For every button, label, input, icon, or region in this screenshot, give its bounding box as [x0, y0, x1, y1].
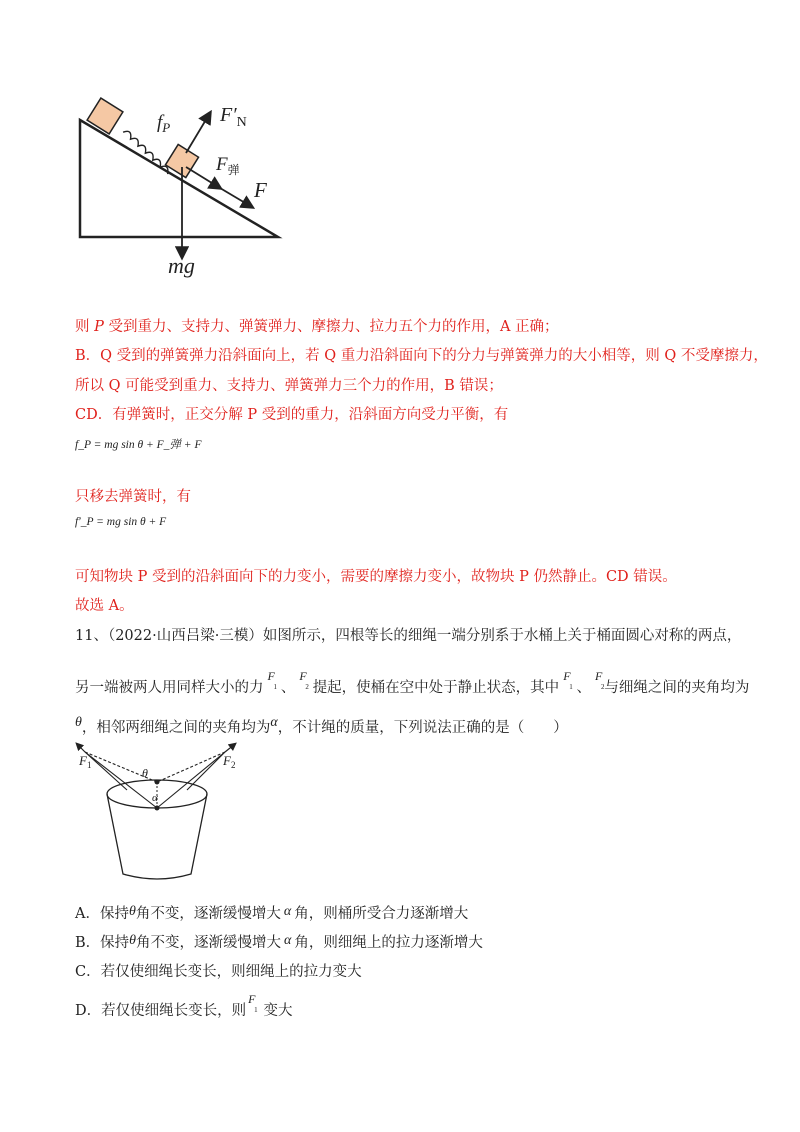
question-text-2d: 、	[576, 680, 592, 696]
formula-1: f_P = mg sin θ + F_弹 + F	[75, 439, 202, 451]
option-a	[75, 904, 468, 925]
option-a-text-1: A．保持	[75, 906, 129, 922]
label-fp	[157, 112, 170, 136]
fig2-label-theta: θ	[142, 766, 148, 780]
question-text-2b: 、	[280, 680, 296, 696]
question-text-3a: ，相邻两细绳之间的夹角均为	[81, 720, 271, 736]
option-d-f1	[248, 992, 258, 1014]
fig2-f2-sub: 2	[230, 760, 236, 770]
formula-2: f′_P = mg sin θ + F	[75, 516, 167, 528]
f1b-letter: F	[563, 669, 571, 683]
fig2-f2-letter: F	[223, 753, 231, 768]
fig2-f1-letter: F	[79, 753, 87, 768]
label-f: F	[254, 178, 267, 202]
rope-right-3	[157, 752, 225, 782]
option-a-text-2: 角不变，逐渐缓慢增大	[135, 906, 281, 922]
question-source: （2022·山西吕梁·三模）	[107, 628, 263, 644]
alpha-symbol: α	[270, 715, 278, 730]
option-b-text-3: 角，则细绳上的拉力逐渐增大	[294, 935, 483, 951]
incline-triangle	[80, 120, 278, 237]
f1-symbol-b	[563, 669, 573, 691]
question-text-2a: 另一端被两人用同样大小的力	[75, 680, 264, 696]
f1-letter: F	[267, 669, 275, 683]
solution-line-1a: 则	[75, 319, 95, 335]
label-fspring-main: F	[216, 154, 228, 175]
label-fn-main: F′	[220, 104, 237, 126]
option-d-text-1: D．若仅使细绳长变长，则	[75, 1003, 247, 1019]
solution-line-2: B．Q 受到的弹簧弹力沿斜面向上，若 Q 重力沿斜面向下的分力与弹簧弹力的大小相等，则 Q 不受摩擦力，	[75, 348, 768, 364]
label-fn	[220, 104, 247, 131]
option-d	[75, 992, 293, 1021]
question-text-2c: 提起，使桶在空中处于静止状态，其中	[312, 680, 560, 696]
solution-line-4: CD．有弹簧时，正交分解 P 受到的重力，沿斜面方向受力平衡，有	[75, 407, 509, 423]
question-text-2e: 与细绳之间的夹角均为	[604, 680, 750, 696]
label-fp-sub: P	[162, 120, 171, 135]
fig2-label-alpha: α	[152, 792, 158, 804]
question-text-1: 如图所示，四根等长的细绳一端分别系于水桶上关于桶面圆心对称的两点，	[262, 628, 742, 644]
fig2-label-f1	[79, 753, 91, 770]
option-a-text-3: 角，则桶所受合力逐渐增大	[294, 906, 469, 922]
f2-sub: 2	[305, 683, 309, 691]
question-number: 11、	[75, 628, 108, 644]
fig2-label-f2	[223, 753, 235, 770]
label-fspring-sub: 弹	[227, 163, 240, 177]
f1-symbol	[267, 669, 277, 691]
label-fn-sub: N	[236, 115, 247, 130]
solution-line-1	[75, 317, 559, 337]
label-mg: mg	[168, 253, 195, 278]
question-line-1	[75, 626, 741, 646]
f2-letter: F	[299, 669, 307, 683]
option-b-text-2: 角不变，逐渐缓慢增大	[136, 935, 282, 951]
option-c: C．若仅使细绳长变长，则细绳上的拉力变大	[75, 964, 362, 980]
f1-sub: 1	[273, 683, 277, 691]
f2-arrow	[225, 744, 235, 752]
question-line-2	[75, 669, 750, 698]
option-a-theta: θ	[128, 904, 136, 919]
option-d-f1-sub: 1	[254, 1006, 258, 1014]
bucket-diagram	[75, 742, 245, 887]
option-b-alpha: α	[284, 933, 292, 948]
normal-force-arrow	[186, 113, 210, 153]
solution-line-5: 只移去弹簧时，有	[75, 489, 191, 505]
theta-symbol: θ	[75, 715, 82, 730]
rope-right-1	[187, 752, 225, 790]
solution-line-1p: P	[94, 319, 104, 335]
question-line-3	[75, 715, 568, 739]
f2b-sub: 2	[601, 683, 605, 691]
solution-line-1b: 受到重力、支持力、弹簧弹力、摩擦力、拉力五个力的作用，A 正确；	[103, 319, 559, 335]
label-fspring	[216, 154, 240, 178]
option-d-f1-letter: F	[248, 992, 256, 1006]
label-fp-main: f	[157, 112, 163, 133]
f1-arrow	[77, 744, 85, 752]
f2-symbol-b	[595, 669, 605, 691]
question-text-3b: ，不计绳的质量，下列说法正确的是（ ）	[277, 720, 568, 736]
f1b-sub: 1	[569, 683, 573, 691]
f2-symbol	[299, 669, 309, 691]
solution-line-6: 可知物块 P 受到的沿斜面向下的力变小，需要的摩擦力变小，故物块 P 仍然静止。CD 错误。	[75, 569, 677, 585]
solution-line-3: 所以 Q 可能受到重力、支持力、弹簧弹力三个力的作用，B 错误；	[75, 378, 503, 394]
f2b-letter: F	[595, 669, 603, 683]
fig2-f1-sub: 1	[86, 760, 92, 770]
option-d-text-2: 变大	[263, 1003, 293, 1019]
option-b	[75, 933, 483, 954]
option-a-alpha: α	[283, 904, 292, 919]
option-b-text-1: B．保持	[75, 935, 130, 951]
option-b-theta: θ	[129, 933, 137, 948]
solution-line-7: 故选 A。	[75, 598, 134, 614]
